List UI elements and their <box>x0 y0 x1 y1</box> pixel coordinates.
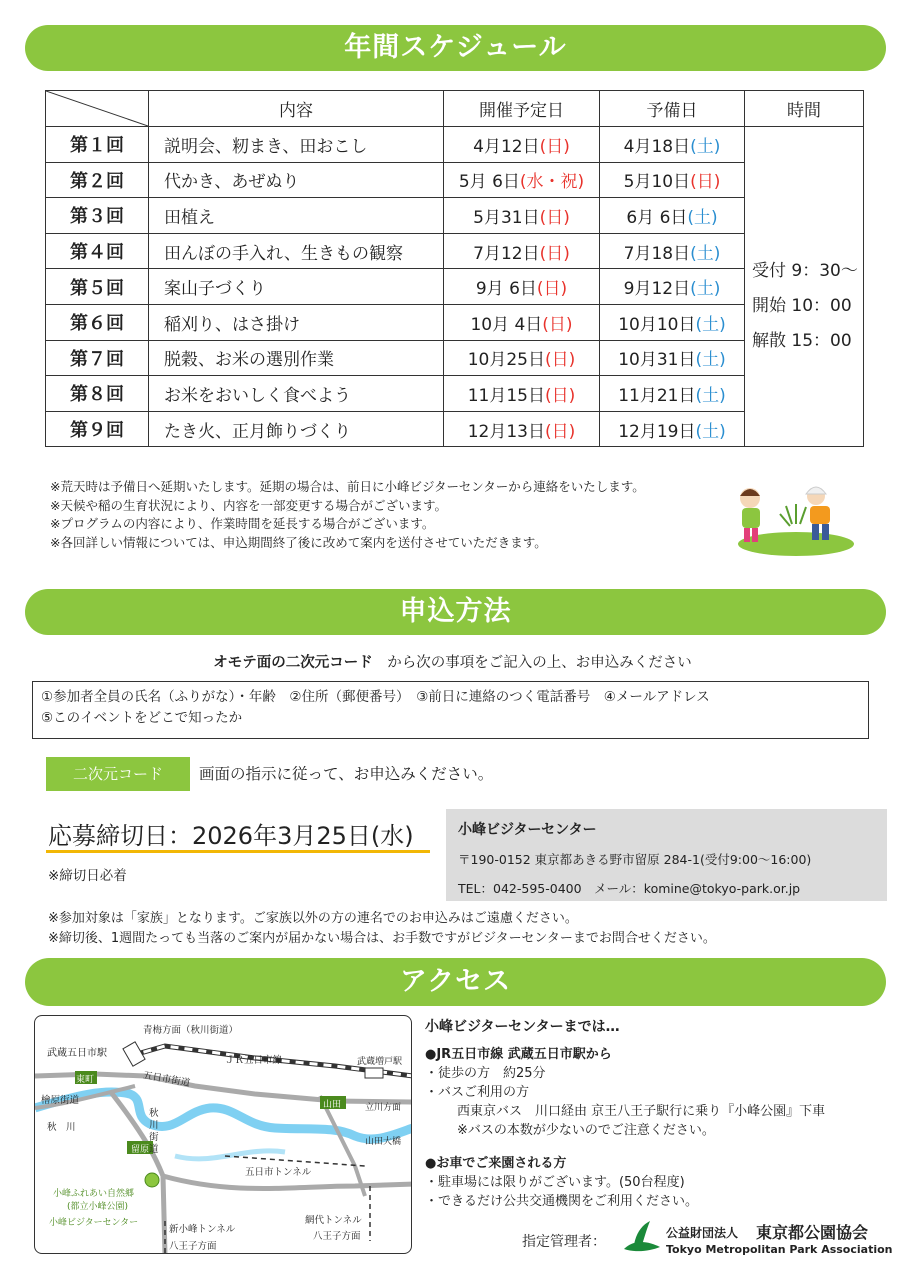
time-start: 開始 10：00 <box>752 296 852 317</box>
row-content: 案山子づくり <box>149 269 444 305</box>
row-spare-value: 12月19日 <box>618 421 696 442</box>
row-date-day: (日) <box>545 385 576 406</box>
row-spare-day: (土) <box>690 243 721 264</box>
header-time: 時間 <box>745 91 864 127</box>
table-row <box>46 411 864 447</box>
public-transport-info: ・できるだけ公共交通機関をご利用ください。 <box>425 1194 699 1209</box>
row-content: 説明会、籾まき、田おこし <box>149 127 444 163</box>
row-spare-day: (土) <box>695 314 726 335</box>
row-date-day: (水・祝) <box>519 172 585 193</box>
row-number: 第４回 <box>46 233 149 269</box>
access-map <box>34 1015 412 1254</box>
table-row <box>46 162 864 198</box>
table-row <box>46 304 864 340</box>
map-label-yamada-ohashi: 山田大橋 <box>365 1137 402 1147</box>
map-label-new-komine-tunnel: 新小峰トンネル <box>169 1224 236 1235</box>
map-label-jr-line: ＪＲ五日市線 <box>225 1055 283 1066</box>
table-row <box>46 233 864 269</box>
apply-notes <box>48 909 716 948</box>
qr-instruction: 画面の指示に従って、お申込みください。 <box>199 765 494 783</box>
apply-items-box <box>32 681 869 739</box>
deadline-note: ※締切日必着 <box>48 868 127 884</box>
row-spare-day: (土) <box>687 207 718 228</box>
table-row <box>46 127 864 163</box>
apply-items-line1: ①参加者全員の氏名（ふりがな）・年齢 ②住所（郵便番号） ③前日に連絡のつく電話番号 ④メールアドレス <box>41 689 710 705</box>
time-reception: 受付 9：30～ <box>752 261 858 282</box>
access-heading: 小峰ビジターセンターまでは… <box>425 1019 620 1035</box>
row-date <box>444 411 600 447</box>
row-spare-value: 7月18日 <box>623 243 691 264</box>
row-spare-day: (土) <box>695 350 726 371</box>
schedule-table <box>45 90 864 447</box>
row-date-value: 10月 4日 <box>470 314 543 335</box>
access-title: アクセス <box>399 966 512 997</box>
row-spare-value: 9月12日 <box>623 279 691 300</box>
map-label-hachioji-1: 八王子方面 <box>169 1241 217 1252</box>
row-spare-day: (日) <box>690 172 721 193</box>
header-spare: 予備日 <box>600 91 745 127</box>
row-spare <box>600 162 745 198</box>
note-line: ※各回詳しい情報については、申込期間終了後に改めて案内を送付させていただきます。 <box>50 534 547 550</box>
manager-label: 指定管理者： <box>522 1234 606 1250</box>
org-name: 東京都公園協会 <box>756 1223 869 1242</box>
row-date <box>444 376 600 412</box>
header-date: 開催予定日 <box>444 91 600 127</box>
train-title: ●JR五日市線 武蔵五日市駅から <box>425 1047 612 1062</box>
time-cell <box>745 127 864 447</box>
row-content: 代かき、あぜぬり <box>149 162 444 198</box>
map-label-itsukaichi-tunnel: 五日市トンネル <box>245 1167 312 1178</box>
deadline-text: 応募締切日：2026年3月25日(水) <box>48 822 414 850</box>
map-label-hachioji-2: 八王子方面 <box>313 1231 361 1242</box>
note-line: ※参加対象は「家族」となります。ご家族以外の方の連名でのお申込みはご遠慮ください。 <box>48 911 578 926</box>
row-content: 田んぼの手入れ、生きもの観察 <box>149 233 444 269</box>
visitor-center-box <box>446 809 887 901</box>
row-date-value: 5月 6日 <box>458 172 520 193</box>
row-spare <box>600 198 745 234</box>
row-date <box>444 198 600 234</box>
row-number: 第９回 <box>46 411 149 447</box>
park-association-logo-icon <box>620 1219 662 1259</box>
vc-contact: TEL：042-595-0400 メール：komine@tokyo-park.or.jp <box>458 881 801 896</box>
org-name-en: Tokyo Metropolitan Park Association <box>666 1243 893 1256</box>
apply-banner <box>25 589 886 635</box>
apply-lead <box>0 651 905 672</box>
bus-info: ・バスご利用の方 <box>425 1085 530 1100</box>
row-date <box>444 233 600 269</box>
access-banner <box>25 958 886 1006</box>
map-label-musashi-masuko: 武蔵増戸駅 <box>357 1057 403 1067</box>
apply-items-line2: ⑤このイベントをどこで知ったか <box>41 710 243 726</box>
table-corner-cell <box>46 91 149 127</box>
apply-title: 申込方法 <box>399 596 512 627</box>
row-date <box>444 162 600 198</box>
table-row <box>46 340 864 376</box>
map-label-yamada: 山田 <box>323 1100 342 1110</box>
row-spare-value: 11月21日 <box>618 385 696 406</box>
map-label-akigawa-kaido: 秋 川 街 道 <box>149 1108 159 1155</box>
note-line: ※プログラムの内容により、作業時間を延長する場合がございます。 <box>50 516 435 531</box>
row-date-day: (日) <box>542 314 573 335</box>
map-label-hinohara: 檜原街道 <box>41 1095 80 1106</box>
access-info <box>425 1018 825 1211</box>
row-spare <box>600 127 745 163</box>
row-date-value: 9月 6日 <box>475 279 537 300</box>
row-number: 第８回 <box>46 376 149 412</box>
row-spare <box>600 376 745 412</box>
row-date-value: 7月12日 <box>473 243 540 264</box>
row-date-value: 12月13日 <box>467 421 545 442</box>
row-date <box>444 269 600 305</box>
row-date-day: (日) <box>545 350 576 371</box>
map-label-vc: 小峰ビジターセンター <box>49 1218 139 1228</box>
row-number: 第３回 <box>46 198 149 234</box>
row-spare <box>600 340 745 376</box>
row-spare-day: (土) <box>690 279 721 300</box>
diagonal-line <box>46 91 148 126</box>
map-label-akigawa: 秋 川 <box>47 1122 76 1133</box>
row-content: お米をおいしく食べよう <box>149 376 444 412</box>
row-spare-day: (土) <box>690 136 721 157</box>
row-number: 第５回 <box>46 269 149 305</box>
row-date-day: (日) <box>539 207 570 228</box>
bus-route: 西東京バス 川口経由 京王八王子駅行に乗り『小峰公園』下車 <box>457 1104 826 1119</box>
note-line: ※荒天時は予備日へ延期いたします。延期の場合は、前日に小峰ビジターセンターから連絡をいたします。 <box>50 479 645 494</box>
row-date-value: 4月12日 <box>473 136 540 157</box>
row-number: 第７回 <box>46 340 149 376</box>
schedule-notes <box>50 478 645 552</box>
row-spare-day: (土) <box>695 421 726 442</box>
schedule-banner <box>25 25 886 71</box>
row-spare <box>600 233 745 269</box>
car-title: ●お車でご来園される方 <box>425 1156 567 1171</box>
row-spare-value: 10月31日 <box>618 350 696 371</box>
org-type: 公益財団法人 <box>666 1226 739 1240</box>
row-number: 第６回 <box>46 304 149 340</box>
map-label-tomehara: 留原 <box>131 1145 150 1155</box>
row-date-value: 11月15日 <box>467 385 545 406</box>
map-label-amiyo-tunnel: 網代トンネル <box>305 1215 362 1226</box>
table-header-row <box>46 91 864 127</box>
time-dismiss: 解散 15：00 <box>752 331 852 352</box>
row-date-day: (日) <box>545 421 576 442</box>
row-content: たき火、正月飾りづくり <box>149 411 444 447</box>
deadline-underline <box>46 850 430 853</box>
vc-address: 〒190-0152 東京都あきる野市留原 284-1(受付9:00～16:00) <box>458 852 812 867</box>
parking-info: ・駐車場には限りがございます。(50台程度) <box>425 1175 685 1190</box>
row-content: 田植え <box>149 198 444 234</box>
map-label-fureai-sub: (都立小峰公園) <box>67 1202 129 1212</box>
note-line: ※締切後、1週間たっても当落のご案内が届かない場合は、お手数ですがビジターセンターまでお問合せください。 <box>48 930 716 946</box>
row-spare <box>600 304 745 340</box>
walk-info: ・徒歩の方 約25分 <box>425 1066 546 1081</box>
farmers-illustration <box>732 484 854 556</box>
row-content: 脱穀、お米の選別作業 <box>149 340 444 376</box>
map-label-musashi-itsukaichi: 武蔵五日市駅 <box>47 1048 107 1059</box>
row-date-day: (日) <box>536 279 568 300</box>
vc-name: 小峰ビジターセンター <box>458 822 597 838</box>
row-date <box>444 340 600 376</box>
row-spare <box>600 269 745 305</box>
table-row <box>46 269 864 305</box>
apply-lead-rest: から次の事項をご記入の上、お申込みください <box>372 655 692 671</box>
qr-label: 二次元コード <box>46 757 190 791</box>
row-spare-value: 10月10日 <box>618 314 696 335</box>
map-label-higashimachi: 東町 <box>76 1075 95 1085</box>
row-content: 稲刈り、はさ掛け <box>149 304 444 340</box>
row-spare-value: 6月 6日 <box>626 207 688 228</box>
map-label-itsukaichi-kaido: 五日市街道 <box>142 1069 191 1090</box>
table-row <box>46 198 864 234</box>
row-number: 第２回 <box>46 162 149 198</box>
row-spare-day: (土) <box>695 385 726 406</box>
row-number: 第１回 <box>46 127 149 163</box>
map-label-fureai: 小峰ふれあい自然郷 <box>53 1189 135 1199</box>
apply-lead-bold: オモテ面の二次元コード <box>213 655 373 671</box>
schedule-title: 年間スケジュール <box>344 32 567 63</box>
header-content: 内容 <box>149 91 444 127</box>
row-date-value: 10月25日 <box>467 350 545 371</box>
row-date <box>444 127 600 163</box>
row-date-day: (日) <box>539 243 570 264</box>
row-date-day: (日) <box>539 136 570 157</box>
map-label-tachikawa: 立川方面 <box>365 1103 402 1113</box>
note-line: ※天候や稲の生育状況により、内容を一部変更する場合がございます。 <box>50 497 447 513</box>
bus-note: ※バスの本数が少ないのでご注意ください。 <box>457 1123 715 1138</box>
table-row <box>46 376 864 412</box>
row-spare <box>600 411 745 447</box>
row-spare-value: 5月10日 <box>623 172 691 193</box>
row-date <box>444 304 600 340</box>
row-spare-value: 4月18日 <box>623 136 691 157</box>
map-label-ome: 青梅方面（秋川街道） <box>143 1025 239 1036</box>
row-date-value: 5月31日 <box>473 207 540 228</box>
